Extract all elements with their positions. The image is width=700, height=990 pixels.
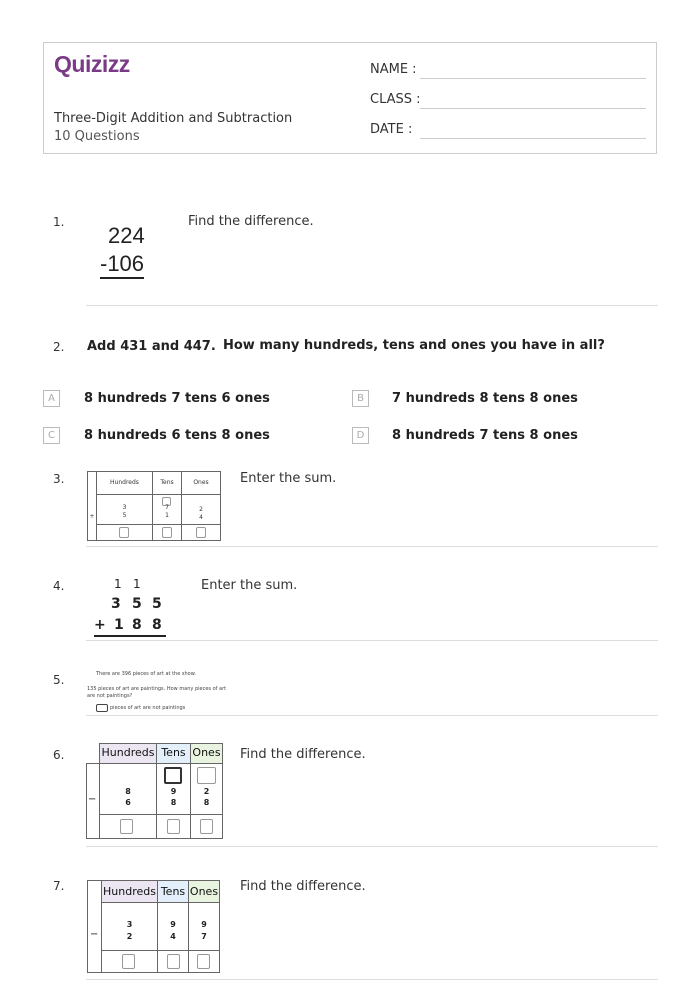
question-number: 5.	[53, 673, 65, 687]
question-count: 10 Questions	[54, 129, 140, 144]
question-number: 3.	[53, 472, 65, 486]
q7-place-value-table	[87, 880, 220, 973]
digit: 8	[125, 787, 131, 796]
borrow-box-tens[interactable]	[164, 767, 182, 784]
divider	[86, 305, 658, 306]
option-c-text[interactable]: 8 hundreds 6 tens 8 ones	[84, 428, 270, 443]
question-number: 2.	[53, 340, 65, 354]
digit: 5	[132, 596, 142, 612]
digit: 8	[203, 798, 210, 807]
date-field[interactable]	[420, 138, 646, 139]
q5-answer-box[interactable]	[96, 704, 108, 712]
class-field[interactable]	[420, 108, 646, 109]
plus-sign: +	[89, 513, 95, 520]
ones-header: Ones	[193, 479, 209, 486]
q5-line2: 135 pieces of art are paintings. How many pieces of art are not paintings?	[87, 686, 227, 699]
digit: 5	[152, 596, 162, 612]
option-a-marker[interactable]: A	[43, 390, 60, 407]
name-field[interactable]	[420, 78, 646, 79]
minus-sign: −	[88, 794, 97, 805]
ones-header: Ones	[189, 885, 219, 898]
digit: 7	[201, 932, 207, 941]
digit: 6	[125, 798, 131, 807]
option-b-text[interactable]: 7 hundreds 8 tens 8 ones	[392, 391, 578, 406]
answer-box-tens[interactable]	[167, 819, 180, 834]
digit: 2	[203, 787, 210, 796]
date-label: DATE :	[370, 122, 413, 137]
digit: 4	[199, 514, 203, 521]
q2-prompt-part2: How many hundreds, tens and ones you have in all?	[223, 338, 605, 353]
answer-box-hundreds[interactable]	[119, 527, 129, 538]
plus-sign: +	[94, 617, 106, 633]
digit: 9	[201, 920, 207, 929]
q2-prompt-part1: Add 431 and 447.	[87, 339, 216, 354]
question-number: 7.	[53, 879, 65, 893]
ones-header: Ones	[192, 746, 221, 759]
borrow-box-ones[interactable]	[197, 767, 216, 784]
q7-prompt: Find the difference.	[240, 879, 366, 894]
worksheet-title: Three-Digit Addition and Subtraction	[54, 111, 293, 126]
name-label: NAME :	[370, 62, 417, 77]
q4-vertical-addition	[90, 577, 170, 637]
minus-sign: −	[90, 929, 99, 940]
digit: 1	[114, 617, 124, 633]
hundreds-header: Hundreds	[103, 885, 156, 898]
question-number: 6.	[53, 748, 65, 762]
digit: 4	[170, 932, 176, 941]
digit: 3	[126, 920, 133, 929]
answer-box-hundreds[interactable]	[122, 954, 135, 969]
answer-box-tens[interactable]	[167, 954, 180, 969]
answer-box-tens[interactable]	[162, 527, 172, 538]
hundreds-header: Hundreds	[110, 479, 139, 486]
digit: 8	[152, 617, 162, 633]
digit: 3	[111, 596, 121, 612]
q4-prompt: Enter the sum.	[201, 578, 298, 593]
q6-prompt: Find the difference.	[240, 747, 366, 762]
answer-box-ones[interactable]	[197, 954, 210, 969]
q3-prompt: Enter the sum.	[240, 471, 337, 486]
answer-box-hundreds[interactable]	[120, 819, 133, 834]
q1-minuend: 224	[108, 223, 145, 248]
q1-prompt: Find the difference.	[188, 214, 314, 229]
worksheet-header	[43, 42, 657, 154]
divider	[86, 846, 658, 847]
answer-box-ones[interactable]	[200, 819, 213, 834]
tens-header: Tens	[160, 885, 186, 898]
digit: 1	[165, 512, 169, 519]
question-number: 1.	[53, 215, 65, 229]
option-a-text[interactable]: 8 hundreds 7 tens 6 ones	[84, 391, 270, 406]
digit: 2	[126, 932, 133, 941]
option-d-text[interactable]: 8 hundreds 7 tens 8 ones	[392, 428, 578, 443]
q3-place-value-table	[87, 471, 221, 541]
divider	[86, 546, 658, 547]
question-number: 4.	[53, 579, 65, 593]
digit: 5	[122, 512, 127, 519]
divider	[86, 979, 658, 980]
class-label: CLASS :	[370, 92, 421, 107]
answer-box-ones[interactable]	[196, 527, 206, 538]
divider	[86, 715, 658, 716]
carry-digit: 1	[114, 577, 122, 591]
tens-header: Tens	[160, 479, 174, 486]
digit: 9	[170, 920, 176, 929]
digit: 8	[170, 798, 177, 807]
digit: 7	[165, 504, 169, 511]
option-c-marker[interactable]: C	[43, 427, 60, 444]
hundreds-header: Hundreds	[101, 746, 155, 759]
q1-subtrahend: -106	[100, 251, 144, 279]
q5-line1: There are 396 pieces of art at the show.	[96, 671, 196, 677]
q5-line3: pieces of art are not paintings	[110, 705, 186, 711]
digit: 8	[132, 617, 142, 633]
digit: 2	[199, 506, 203, 513]
quizizz-logo: Quizizz	[54, 51, 130, 77]
option-d-marker[interactable]: D	[352, 427, 369, 444]
carry-digit: 1	[133, 577, 141, 591]
digit: 9	[170, 787, 177, 796]
tens-header: Tens	[161, 746, 186, 759]
q6-place-value-table	[86, 743, 223, 839]
option-b-marker[interactable]: B	[352, 390, 369, 407]
divider	[86, 640, 658, 641]
digit: 3	[122, 504, 127, 511]
